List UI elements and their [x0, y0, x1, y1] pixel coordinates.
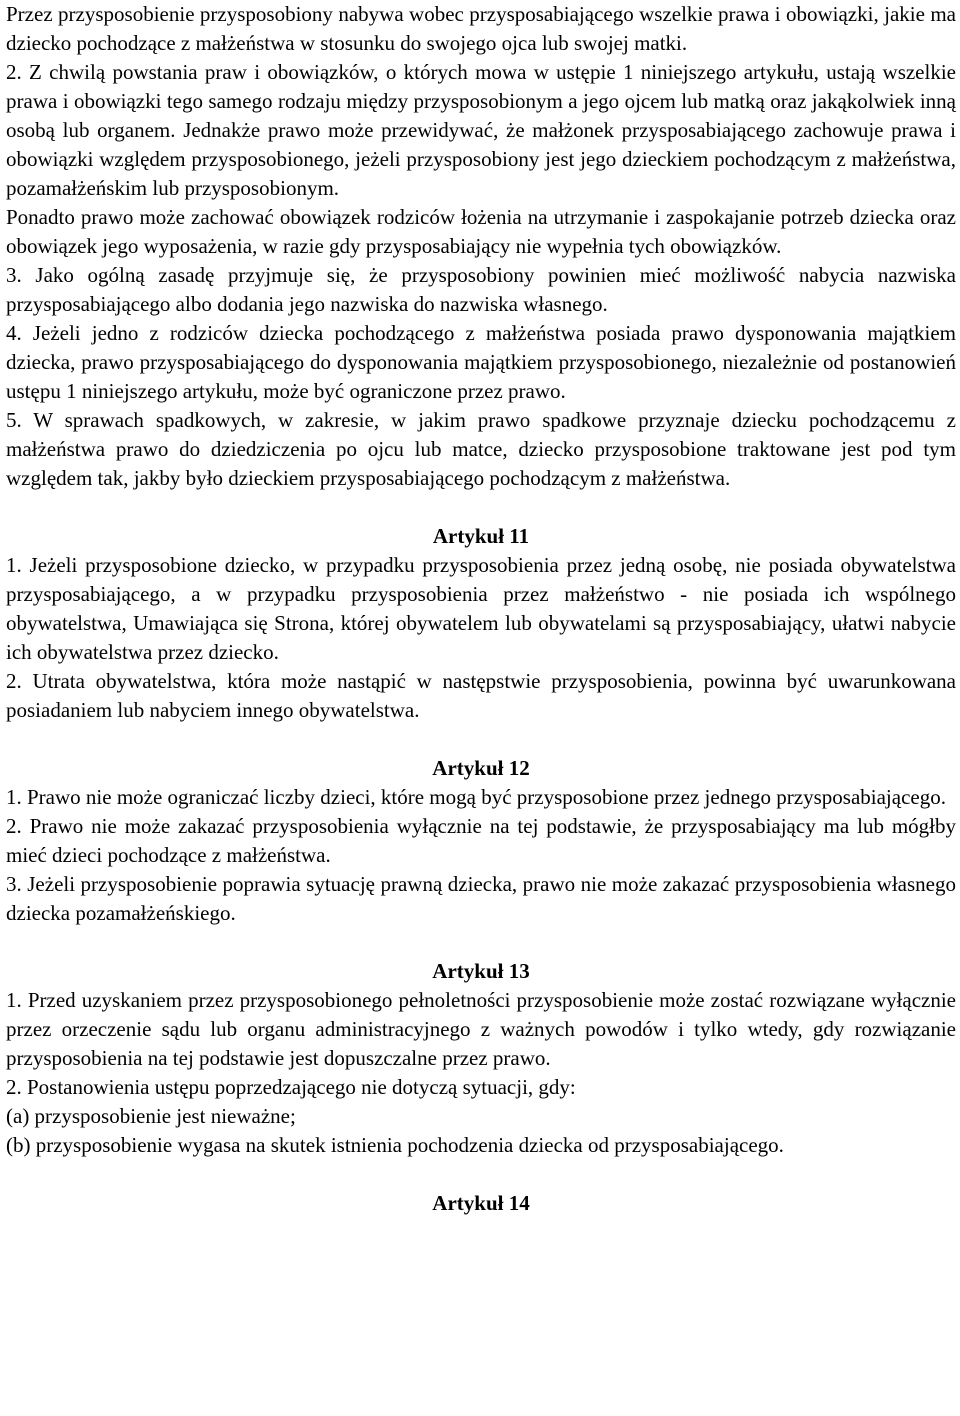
heading-article-14: Artykuł 14: [432, 1191, 530, 1215]
document-page: [6, 0, 956, 1218]
paragraph-art10-5: 5. W sprawach spadkowych, w zakresie, w jakim prawo spadkowe przyznaje dziecku pochodzącemu z małżeństwa prawo do dziedziczenia po ojcu lub matce, dziecko przysposobione traktowane jest pod tym względem tak, jakby było dzieckiem przysposabiającego pochodzącym z małżeństwa.: [6, 408, 956, 490]
heading-article-11: Artykuł 11: [432, 524, 530, 548]
heading-article-12: Artykuł 12: [432, 756, 530, 780]
paragraph-art13-2b: (b) przysposobienie wygasa na skutek istnienia pochodzenia dziecka od przysposabiającego.: [6, 1133, 784, 1157]
paragraph-art11-1: 1. Jeżeli przysposobione dziecko, w przypadku przysposobienia przez jedną osobę, nie posiada obywatelstwa przysposabiającego, a w przypadku przysposobienia przez małżeństwo - nie posiada ich wspólnego obywatelstwa, Umawiająca się Strona, której obywatelem lub obywatelami są przysposabiający, ułatwi nabycie ich obywatelstwa przez dziecko.: [6, 553, 956, 664]
paragraph-art10-4: 4. Jeżeli jedno z rodziców dziecka pochodzącego z małżeństwa posiada prawo dysponowania majątkiem dziecka, prawo przysposabiającego do dysponowania majątkiem przysposobionego, niezależnie od postanowień ustępu 1 niniejszego artykułu, może być ograniczone przez prawo.: [6, 321, 956, 403]
paragraph-art13-2a: (a) przysposobienie jest nieważne;: [6, 1104, 296, 1128]
paragraph-art13-1: 1. Przed uzyskaniem przez przysposobionego pełnoletności przysposobienie może zostać rozwiązane wyłącznie przez orzeczenie sądu lub organu administracyjnego z ważnych powodów i tylko wtedy, gdy rozwiązanie przysposobienia na tej podstawie jest dopuszczalne przez prawo.: [6, 988, 956, 1070]
paragraph-art10-3: 3. Jako ogólną zasadę przyjmuje się, że przysposobiony powinien mieć możliwość nabycia nazwiska przysposabiającego albo dodania jego nazwiska do nazwiska własnego.: [6, 263, 956, 316]
paragraph-intro: Przez przysposobienie przysposobiony nabywa wobec przysposabiającego wszelkie prawa i obowiązki, jakie ma dziecko pochodzące z małżeństwa w stosunku do swojego ojca lub swojej matki.: [6, 2, 956, 55]
paragraph-art12-3: 3. Jeżeli przysposobienie poprawia sytuację prawną dziecka, prawo nie może zakazać przysposobienia własnego dziecka pozamałżeńskiego.: [6, 872, 956, 925]
paragraph-art12-1: 1. Prawo nie może ograniczać liczby dzieci, które mogą być przysposobione przez jednego przysposabiającego.: [6, 785, 946, 809]
paragraph-art11-2: 2. Utrata obywatelstwa, która może nastąpić w następstwie przysposobienia, powinna być uwarunkowana posiadaniem lub nabyciem innego obywatelstwa.: [6, 669, 956, 722]
heading-article-13: Artykuł 13: [432, 959, 530, 983]
spacer: [6, 928, 956, 957]
spacer: [6, 725, 956, 754]
spacer: [6, 493, 956, 522]
paragraph-art12-2: 2. Prawo nie może zakazać przysposobienia wyłącznie na tej podstawie, że przysposabiający ma lub mógłby mieć dzieci pochodzące z małżeństwa.: [6, 814, 956, 867]
paragraph-art10-2: 2. Z chwilą powstania praw i obowiązków, o których mowa w ustępie 1 niniejszego artykułu, ustają wszelkie prawa i obowiązki tego samego rodzaju między przysposobionym a jego ojcem lub matką oraz jakąkolwiek inną osobą lub organem. Jednakże prawo może przewidywać, że małżonek przysposabiającego zachowuje prawa i obowiązki względem przysposobionego, jeżeli przysposobiony jest jego dzieckiem pochodzącym z małżeństwa, pozamałżeńskim lub przysposobionym.: [6, 60, 956, 200]
paragraph-art10-2-cont: Ponadto prawo może zachować obowiązek rodziców łożenia na utrzymanie i zaspokajanie potrzeb dziecka oraz obowiązek jego wyposażenia, w razie gdy przysposabiający nie wypełnia tych obowiązków.: [6, 205, 956, 258]
spacer: [6, 1160, 956, 1189]
paragraph-art13-2: 2. Postanowienia ustępu poprzedzającego nie dotyczą sytuacji, gdy:: [6, 1075, 576, 1099]
